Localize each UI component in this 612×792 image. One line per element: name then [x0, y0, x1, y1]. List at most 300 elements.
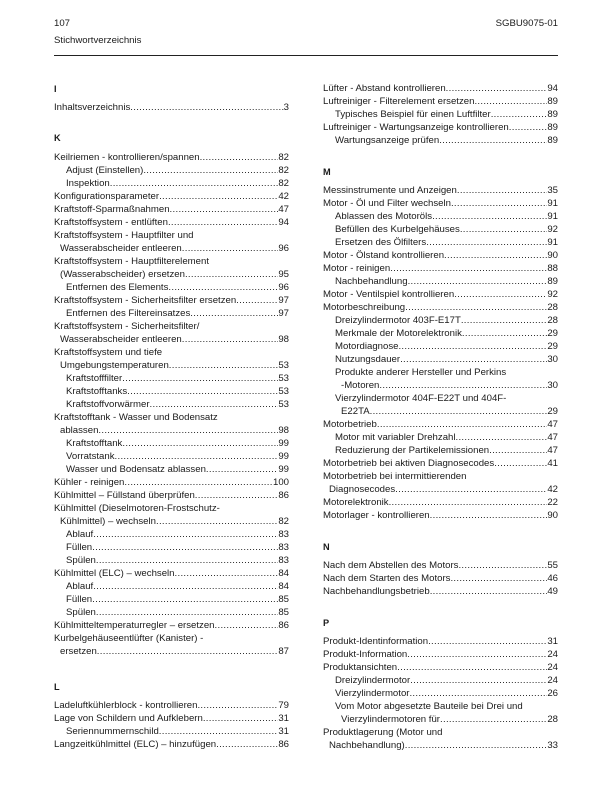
- index-entry: [54, 191, 289, 203]
- dot-leader: [444, 250, 547, 262]
- dot-leader: [156, 516, 278, 528]
- index-letter-heading: I: [54, 84, 57, 94]
- index-entry-page: 96: [278, 243, 289, 254]
- index-entry: [341, 714, 558, 726]
- index-entry: [323, 497, 558, 509]
- index-entry-page: 83: [278, 555, 289, 566]
- index-entry: [66, 165, 289, 177]
- index-entry: [66, 451, 289, 463]
- index-entry-text: Luftreiniger - Wartungsanzeige kontrollieren: [323, 122, 509, 133]
- index-entry-text: (Wasserabscheider) ersetzen: [60, 269, 185, 280]
- index-entry-text: Dreizylindermotor: [335, 675, 411, 686]
- index-entry-text: Ablauf: [66, 581, 94, 592]
- header-divider: [54, 55, 558, 56]
- index-entry: [341, 380, 558, 392]
- index-entry-page: 92: [547, 289, 558, 300]
- index-entry-text: Wartungsanzeige prüfen: [335, 135, 440, 146]
- index-entry-text: Nach dem Abstellen des Motors: [323, 560, 459, 571]
- index-entry-page: 89: [547, 96, 558, 107]
- index-entry-text: Motor - reinigen: [323, 263, 391, 274]
- dot-leader: [461, 315, 547, 327]
- dot-leader: [451, 198, 547, 210]
- index-entry-page: 31: [278, 726, 289, 737]
- index-entry: [329, 484, 558, 496]
- index-entry-page: 86: [278, 739, 289, 750]
- index-entry-page: 33: [547, 740, 558, 751]
- dot-leader: [405, 302, 547, 314]
- index-entry-text: Luftreiniger - Filterelement ersetzen: [323, 96, 475, 107]
- index-entry: [54, 152, 289, 164]
- index-entry-page: 42: [278, 191, 289, 202]
- dot-leader: [440, 714, 547, 726]
- index-entry-text: Diagnosecodes: [329, 484, 396, 495]
- index-entry-text: Seriennummernschild: [66, 726, 159, 737]
- index-entry-page: 82: [278, 178, 289, 189]
- index-entry: [66, 282, 289, 294]
- index-entry-page: 91: [547, 211, 558, 222]
- index-entry: [60, 243, 289, 255]
- index-entry-line: Kraftstofftank - Wasser und Bodensatz: [54, 412, 218, 423]
- dot-leader: [206, 464, 278, 476]
- index-entry: [335, 211, 558, 223]
- index-entry-page: 97: [278, 308, 289, 319]
- index-entry-text: Produkt-Information: [323, 649, 408, 660]
- index-entry: [54, 739, 289, 751]
- index-entry-page: 22: [547, 497, 558, 508]
- index-entry-page: 83: [278, 542, 289, 553]
- index-entry-text: Ladeluftkühlerblock - kontrollieren: [54, 700, 198, 711]
- index-entry-text: Keilriemen - kontrollieren/spannen: [54, 152, 200, 163]
- index-entry: [66, 581, 289, 593]
- index-entry-page: 85: [278, 594, 289, 605]
- index-entry-line: Kurbelgehäuseentlüfter (Kanister) -: [54, 633, 204, 644]
- index-entry-page: 89: [547, 135, 558, 146]
- index-entry-text: Motorlager - kontrollieren: [323, 510, 430, 521]
- dot-leader: [405, 740, 548, 752]
- dot-leader: [509, 122, 548, 134]
- dot-leader: [474, 96, 547, 108]
- dot-leader: [92, 594, 278, 606]
- index-entry-text: Füllen: [66, 594, 93, 605]
- dot-leader: [96, 607, 278, 619]
- index-entry-text: E22TA: [341, 406, 370, 417]
- dot-leader: [439, 135, 547, 147]
- index-entry-text: Kühlmitteltemperaturregler – ersetzen: [54, 620, 215, 631]
- index-entry-text: Ablassen des Motoröls: [335, 211, 433, 222]
- index-entry: [329, 740, 558, 752]
- dot-leader: [159, 726, 279, 738]
- index-entry-page: 30: [547, 354, 558, 365]
- dot-leader: [185, 269, 278, 281]
- index-entry-text: Reduzierung der Partikelemissionen: [335, 445, 490, 456]
- index-entry-page: 82: [278, 152, 289, 163]
- index-entry: [335, 109, 558, 121]
- index-entry: [66, 542, 289, 554]
- index-entry-line: Kraftstoffsystem - Hauptfilter und: [54, 230, 194, 241]
- index-entry: [335, 328, 558, 340]
- index-entry: [54, 477, 289, 489]
- index-entry-text: Vorratstank: [66, 451, 115, 462]
- index-entry-page: 31: [547, 636, 558, 647]
- dot-leader: [195, 490, 279, 502]
- index-entry-text: Ablauf: [66, 529, 94, 540]
- index-entry-page: 46: [547, 573, 558, 584]
- dot-leader: [175, 568, 279, 580]
- index-entry-page: 99: [278, 464, 289, 475]
- index-entry: [60, 334, 289, 346]
- index-entry-text: Nachbehandlungsbetrieb: [323, 586, 430, 597]
- index-entry-page: 3: [283, 102, 289, 113]
- index-entry: [66, 399, 289, 411]
- index-entry-page: 98: [278, 425, 289, 436]
- dot-leader: [203, 713, 279, 725]
- index-entry-text: Füllen: [66, 542, 93, 553]
- dot-leader: [197, 700, 278, 712]
- index-entry: [323, 419, 558, 431]
- index-entry-page: 100: [272, 477, 289, 488]
- dot-leader: [159, 191, 278, 203]
- index-entry-page: 89: [547, 122, 558, 133]
- index-entry-page: 24: [547, 662, 558, 673]
- index-entry-page: 90: [547, 250, 558, 261]
- index-entry-page: 91: [547, 237, 558, 248]
- index-entry-page: 55: [547, 560, 558, 571]
- dot-leader: [215, 620, 279, 632]
- index-entry: [66, 555, 289, 567]
- index-entry: [323, 649, 558, 661]
- index-entry-text: Kühler - reinigen: [54, 477, 125, 488]
- index-entry-text: Kraftstofftanks: [66, 386, 128, 397]
- index-entry-page: 28: [547, 302, 558, 313]
- index-entry: [323, 289, 558, 301]
- index-entry: [60, 646, 289, 658]
- index-entry-text: Inhaltsverzeichnis: [54, 102, 131, 113]
- index-entry-line: Produkte anderer Hersteller und Perkins: [335, 367, 507, 378]
- dot-leader: [379, 380, 547, 392]
- index-entry-text: Spülen: [66, 555, 96, 566]
- dot-leader: [93, 529, 278, 541]
- index-entry-page: 47: [278, 204, 289, 215]
- index-entry-page: 53: [278, 399, 289, 410]
- dot-leader: [389, 497, 548, 509]
- index-entry-page: 89: [547, 109, 558, 120]
- index-entry-text: Kühlmittel – Füllstand überprüfen: [54, 490, 195, 501]
- index-entry-page: 24: [547, 649, 558, 660]
- index-entry-page: 91: [547, 198, 558, 209]
- index-entry-page: 94: [547, 83, 558, 94]
- index-entry-line: Vom Motor abgesetzte Bauteile bei Drei und: [335, 701, 523, 712]
- index-entry: [54, 620, 289, 632]
- index-entry: [54, 700, 289, 712]
- index-entry: [323, 560, 558, 572]
- index-entry-text: Typisches Beispiel für einen Luftfilter: [335, 109, 491, 120]
- dot-leader: [446, 83, 548, 95]
- index-entry-page: 53: [278, 386, 289, 397]
- index-entry: [66, 178, 289, 190]
- index-entry-page: 95: [278, 269, 289, 280]
- index-entry-text: Kraftstofffilter: [66, 373, 123, 384]
- index-entry-page: 92: [547, 224, 558, 235]
- header-page-number: 107: [54, 18, 71, 29]
- index-entry-line: Produktlagerung (Motor und: [323, 727, 443, 738]
- dot-leader: [491, 109, 548, 121]
- dot-leader: [110, 178, 279, 190]
- index-entry-page: 31: [278, 713, 289, 724]
- index-entry-text: Motordiagnose: [335, 341, 399, 352]
- dot-leader: [122, 438, 278, 450]
- index-entry-text: Motor - Öl und Filter wechseln: [323, 198, 451, 209]
- dot-leader: [216, 739, 278, 751]
- index-entry: [335, 341, 558, 353]
- index-entry: [323, 185, 558, 197]
- index-entry-text: Motor - Ölstand kontrollieren: [323, 250, 445, 261]
- index-entry-text: Kühlmittel) – wechseln: [60, 516, 156, 527]
- index-entry-text: Nachbehandlung: [335, 276, 408, 287]
- index-entry-text: Kraftstoff-Sparmaßnahmen: [54, 204, 170, 215]
- index-entry-page: 29: [547, 406, 558, 417]
- index-entry: [54, 568, 289, 580]
- dot-leader: [462, 328, 547, 340]
- index-entry-page: 28: [547, 315, 558, 326]
- index-entry: [335, 445, 558, 457]
- dot-leader: [143, 165, 278, 177]
- index-entry-page: 53: [278, 373, 289, 384]
- index-entry: [323, 458, 558, 470]
- index-letter-heading: M: [323, 167, 331, 177]
- index-entry-page: 29: [547, 328, 558, 339]
- index-entry-page: 84: [278, 568, 289, 579]
- index-entry: [323, 122, 558, 134]
- index-entry: [323, 83, 558, 95]
- index-entry: [335, 354, 558, 366]
- dot-leader: [182, 334, 279, 346]
- dot-leader: [457, 185, 547, 197]
- dot-leader: [430, 586, 548, 598]
- index-entry: [54, 217, 289, 229]
- dot-leader: [400, 354, 547, 366]
- index-letter-heading: N: [323, 542, 330, 552]
- index-entry: [323, 263, 558, 275]
- index-entry-text: Merkmale der Motorelektronik: [335, 328, 462, 339]
- dot-leader: [390, 263, 547, 275]
- index-entry-text: Wasser und Bodensatz ablassen: [66, 464, 206, 475]
- dot-leader: [97, 646, 279, 658]
- dot-leader: [168, 217, 278, 229]
- index-entry-page: 85: [278, 607, 289, 618]
- index-entry: [54, 204, 289, 216]
- index-entry-text: Nutzungsdauer: [335, 354, 401, 365]
- dot-leader: [377, 419, 547, 431]
- index-entry: [60, 516, 289, 528]
- index-entry-page: 97: [278, 295, 289, 306]
- index-entry-text: Befüllen des Kurbelgehäuses: [335, 224, 460, 235]
- index-entry-page: 42: [547, 484, 558, 495]
- index-entry: [60, 269, 289, 281]
- index-entry-text: Motor - Ventilspiel kontrollieren: [323, 289, 455, 300]
- index-entry: [66, 308, 289, 320]
- index-entry-page: 88: [547, 263, 558, 274]
- index-entry-text: Messinstrumente und Anzeigen: [323, 185, 457, 196]
- dot-leader: [494, 458, 547, 470]
- dot-leader: [150, 399, 279, 411]
- index-entry: [335, 276, 558, 288]
- dot-leader: [489, 445, 547, 457]
- index-entry-page: 47: [547, 445, 558, 456]
- dot-leader: [182, 243, 279, 255]
- dot-leader: [122, 373, 278, 385]
- index-entry: [60, 425, 289, 437]
- index-entry-text: Umgebungstemperaturen: [60, 360, 169, 371]
- index-entry-page: 41: [547, 458, 558, 469]
- index-entry: [323, 636, 558, 648]
- dot-leader: [432, 211, 547, 223]
- index-entry-page: 26: [547, 688, 558, 699]
- index-entry: [66, 529, 289, 541]
- dot-leader: [98, 425, 278, 437]
- dot-leader: [398, 341, 547, 353]
- dot-leader: [115, 451, 279, 463]
- index-entry-page: 24: [547, 675, 558, 686]
- index-entry-page: 30: [547, 380, 558, 391]
- index-entry: [335, 237, 558, 249]
- index-entry: [323, 510, 558, 522]
- dot-leader: [456, 432, 548, 444]
- dot-leader: [408, 276, 548, 288]
- dot-leader: [93, 581, 278, 593]
- index-entry-text: Produkt-Identinformation: [323, 636, 429, 647]
- index-entry-page: 47: [547, 432, 558, 443]
- index-entry-text: Dreizylindermotor 403F-E17T: [335, 315, 461, 326]
- index-entry-page: 82: [278, 516, 289, 527]
- index-entry-text: Lüfter - Abstand kontrollieren: [323, 83, 446, 94]
- index-entry-text: Adjust (Einstellen): [66, 165, 144, 176]
- index-entry: [323, 96, 558, 108]
- index-entry-page: 86: [278, 620, 289, 631]
- dot-leader: [407, 649, 547, 661]
- index-entry-text: Wasserabscheider entleeren: [60, 334, 182, 345]
- index-entry: [323, 573, 558, 585]
- index-entry-page: 47: [547, 419, 558, 430]
- index-entry: [66, 373, 289, 385]
- dot-leader: [410, 675, 547, 687]
- index-entry-text: Entfernen des Elements: [66, 282, 169, 293]
- index-entry-line: Vierzylindermotor 404F-E22T und 404F-: [335, 393, 507, 404]
- index-entry-page: 82: [278, 165, 289, 176]
- index-entry-text: -Motoren: [341, 380, 380, 391]
- index-entry-text: Kraftstoffsystem - entlüften: [54, 217, 168, 228]
- index-entry-page: 83: [278, 529, 289, 540]
- index-entry-text: Kraftstofftank: [66, 438, 123, 449]
- index-entry-page: 86: [278, 490, 289, 501]
- index-letter-heading: L: [54, 682, 60, 692]
- index-entry-page: 49: [547, 586, 558, 597]
- index-entry-text: ablassen: [60, 425, 99, 436]
- index-entry: [60, 360, 289, 372]
- dot-leader: [426, 237, 547, 249]
- dot-leader: [127, 386, 278, 398]
- index-entry-page: 28: [547, 714, 558, 725]
- index-entry-text: Produktansichten: [323, 662, 398, 673]
- dot-leader: [460, 224, 548, 236]
- index-entry: [66, 386, 289, 398]
- index-entry: [323, 662, 558, 674]
- dot-leader: [200, 152, 279, 164]
- dot-leader: [190, 308, 278, 320]
- index-entry: [335, 688, 558, 700]
- dot-leader: [397, 662, 547, 674]
- dot-leader: [450, 573, 547, 585]
- index-entry-text: Vierzylindermotoren für: [341, 714, 441, 725]
- index-entry-page: 79: [278, 700, 289, 711]
- index-entry-text: Kraftstoffvorwärmer: [66, 399, 150, 410]
- index-entry-text: Konfigurationsparameter: [54, 191, 160, 202]
- index-entry-page: 89: [547, 276, 558, 287]
- header-section-title: Stichwortverzeichnis: [54, 35, 142, 46]
- index-entry-text: Nachbehandlung): [329, 740, 405, 751]
- index-entry: [66, 594, 289, 606]
- index-entry: [335, 135, 558, 147]
- index-entry-page: 99: [278, 451, 289, 462]
- dot-leader: [370, 406, 548, 418]
- dot-leader: [169, 360, 279, 372]
- index-entry-line: Kühlmittel (Dieselmotoren-Frostschutz-: [54, 503, 220, 514]
- index-entry-text: Motorbeschreibung: [323, 302, 406, 313]
- index-entry: [335, 315, 558, 327]
- dot-leader: [454, 289, 547, 301]
- index-entry-page: 87: [278, 646, 289, 657]
- index-entry: [323, 586, 558, 598]
- index-entry: [335, 675, 558, 687]
- index-entry-text: ersetzen: [60, 646, 97, 657]
- index-entry-text: Motorelektronik: [323, 497, 389, 508]
- index-entry-text: Lage von Schildern und Aufklebern: [54, 713, 203, 724]
- index-entry: [66, 464, 289, 476]
- index-entry-text: Spülen: [66, 607, 96, 618]
- dot-leader: [124, 477, 273, 489]
- dot-leader: [395, 484, 547, 496]
- index-entry: [54, 713, 289, 725]
- index-entry: [323, 302, 558, 314]
- index-entry-page: 90: [547, 510, 558, 521]
- index-entry: [54, 490, 289, 502]
- index-entry: [341, 406, 558, 418]
- dot-leader: [428, 636, 547, 648]
- index-entry: [54, 102, 289, 114]
- index-entry-text: Vierzylindermotor: [335, 688, 410, 699]
- index-entry-text: Wasserabscheider entleeren: [60, 243, 182, 254]
- header-doc-code: SGBU9075-01: [495, 18, 558, 29]
- index-entry-line: Kraftstoffsystem - Sicherheitsfilter/: [54, 321, 200, 332]
- dot-leader: [92, 542, 278, 554]
- index-entry-text: Nach dem Starten des Motors: [323, 573, 451, 584]
- index-entry: [335, 224, 558, 236]
- index-entry-text: Motorbetrieb: [323, 419, 377, 430]
- index-entry-text: Motor mit variabler Drehzahl: [335, 432, 456, 443]
- dot-leader: [430, 510, 548, 522]
- dot-leader: [170, 204, 279, 216]
- index-entry-text: Inspektion: [66, 178, 110, 189]
- index-entry-page: 29: [547, 341, 558, 352]
- index-entry-text: Kraftstoffsystem - Sicherheitsfilter ersetzen: [54, 295, 237, 306]
- index-entry-page: 96: [278, 282, 289, 293]
- index-entry: [66, 438, 289, 450]
- index-entry-page: 35: [547, 185, 558, 196]
- index-entry-text: Motorbetrieb bei aktiven Diagnosecodes: [323, 458, 495, 469]
- index-entry-text: Langzeitkühlmittel (ELC) – hinzufügen: [54, 739, 217, 750]
- index-entry: [335, 432, 558, 444]
- index-letter-heading: K: [54, 133, 61, 143]
- index-entry: [54, 295, 289, 307]
